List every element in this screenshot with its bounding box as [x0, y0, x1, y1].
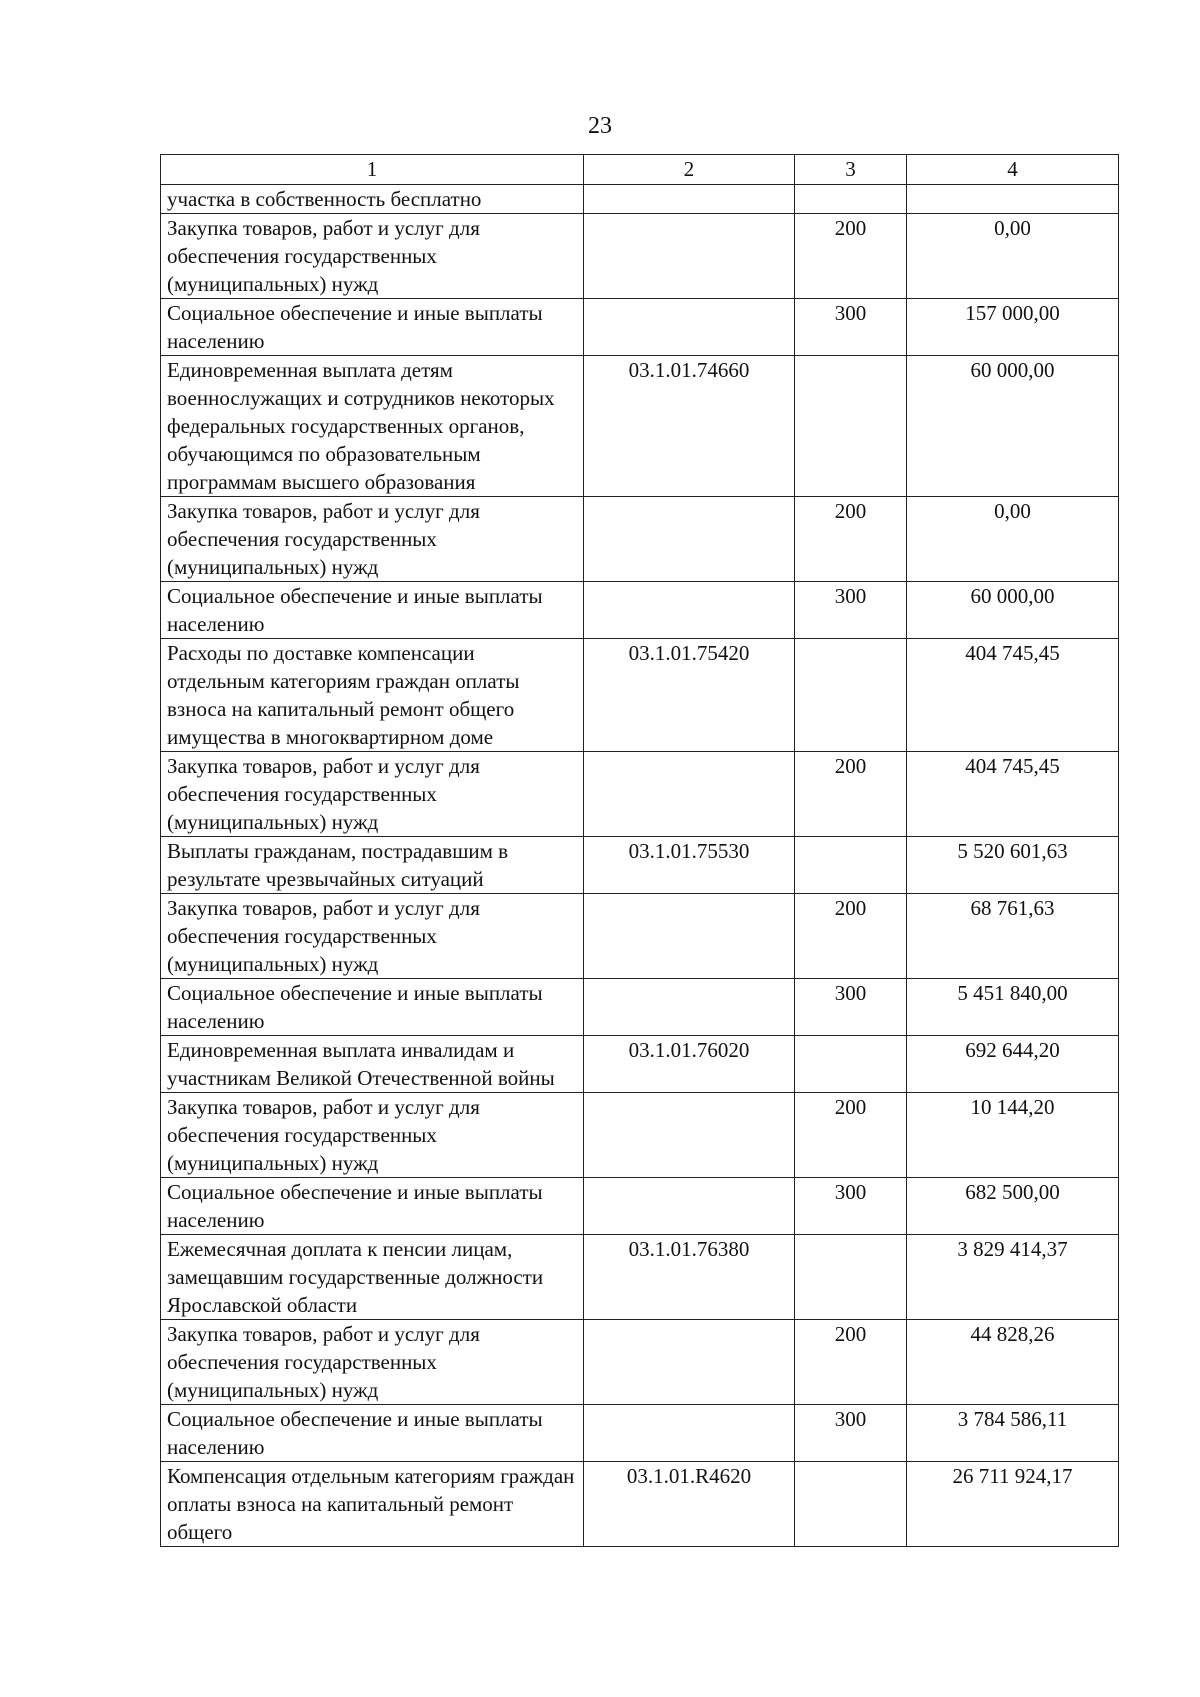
row-amount-cell: 404 745,45: [907, 752, 1119, 837]
table-row: [161, 214, 1119, 299]
row-type-cell: [795, 185, 907, 214]
row-amount-cell: 692 644,20: [907, 1036, 1119, 1093]
row-type-cell: 300: [795, 1178, 907, 1235]
row-code-cell: [584, 1405, 795, 1462]
row-amount-cell: 26 711 924,17: [907, 1462, 1119, 1547]
row-code-cell: 03.1.01.75420: [584, 639, 795, 752]
row-amount-cell: 0,00: [907, 497, 1119, 582]
column-header-2: 2: [584, 155, 795, 185]
table-row: [161, 1235, 1119, 1320]
row-type-cell: 200: [795, 497, 907, 582]
row-name-cell: Выплаты гражданам, пострадавшим в результате чрезвычайных ситуаций: [161, 837, 584, 894]
row-type-cell: 300: [795, 1405, 907, 1462]
row-amount-cell: 3 784 586,11: [907, 1405, 1119, 1462]
table-body: [161, 185, 1119, 1547]
row-code-cell: [584, 752, 795, 837]
table-row: [161, 1462, 1119, 1547]
budget-table: [160, 154, 1119, 1547]
row-name-cell: Закупка товаров, работ и услуг для обеспечения государственных (муниципальных) нужд: [161, 1093, 584, 1178]
row-code-cell: [584, 582, 795, 639]
row-type-cell: [795, 1235, 907, 1320]
row-code-cell: 03.1.01.74660: [584, 356, 795, 497]
table-row: [161, 299, 1119, 356]
row-type-cell: [795, 639, 907, 752]
table-row: [161, 1320, 1119, 1405]
row-type-cell: 300: [795, 299, 907, 356]
table-row: [161, 1405, 1119, 1462]
row-amount-cell: 10 144,20: [907, 1093, 1119, 1178]
table-row: [161, 582, 1119, 639]
row-code-cell: 03.1.01.76380: [584, 1235, 795, 1320]
table-row: [161, 497, 1119, 582]
row-name-cell: Социальное обеспечение и иные выплаты населению: [161, 299, 584, 356]
header-row: [161, 155, 1119, 185]
row-code-cell: 03.1.01.R4620: [584, 1462, 795, 1547]
row-type-cell: 200: [795, 214, 907, 299]
row-code-cell: [584, 214, 795, 299]
column-header-4: 4: [907, 155, 1119, 185]
row-amount-cell: 44 828,26: [907, 1320, 1119, 1405]
row-name-cell: участка в собственность бесплатно: [161, 185, 584, 214]
row-code-cell: [584, 894, 795, 979]
row-code-cell: 03.1.01.75530: [584, 837, 795, 894]
table-row: [161, 752, 1119, 837]
table-row: [161, 185, 1119, 214]
row-amount-cell: 60 000,00: [907, 356, 1119, 497]
table-row: [161, 639, 1119, 752]
row-amount-cell: 5 520 601,63: [907, 837, 1119, 894]
row-type-cell: 200: [795, 894, 907, 979]
row-type-cell: [795, 837, 907, 894]
row-name-cell: Единовременная выплата инвалидам и участникам Великой Отечественной войны: [161, 1036, 584, 1093]
row-code-cell: [584, 299, 795, 356]
table-row: [161, 894, 1119, 979]
table-row: [161, 1093, 1119, 1178]
row-name-cell: Социальное обеспечение и иные выплаты населению: [161, 1405, 584, 1462]
row-amount-cell: 0,00: [907, 214, 1119, 299]
row-name-cell: Закупка товаров, работ и услуг для обеспечения государственных (муниципальных) нужд: [161, 497, 584, 582]
row-type-cell: [795, 1036, 907, 1093]
row-name-cell: Социальное обеспечение и иные выплаты населению: [161, 979, 584, 1036]
row-type-cell: [795, 356, 907, 497]
table-row: [161, 837, 1119, 894]
row-name-cell: Социальное обеспечение и иные выплаты населению: [161, 1178, 584, 1235]
row-code-cell: [584, 1093, 795, 1178]
column-header-1: 1: [161, 155, 584, 185]
row-amount-cell: [907, 185, 1119, 214]
row-name-cell: Закупка товаров, работ и услуг для обеспечения государственных (муниципальных) нужд: [161, 1320, 584, 1405]
row-type-cell: [795, 1462, 907, 1547]
row-code-cell: [584, 979, 795, 1036]
row-type-cell: 300: [795, 582, 907, 639]
table-row: [161, 356, 1119, 497]
table-row: [161, 979, 1119, 1036]
row-name-cell: Социальное обеспечение и иные выплаты населению: [161, 582, 584, 639]
row-type-cell: 200: [795, 752, 907, 837]
row-type-cell: 200: [795, 1093, 907, 1178]
table-row: [161, 1036, 1119, 1093]
page-number: 23: [588, 113, 612, 139]
row-code-cell: 03.1.01.76020: [584, 1036, 795, 1093]
row-amount-cell: 157 000,00: [907, 299, 1119, 356]
table-header: [161, 155, 1119, 185]
column-header-3: 3: [795, 155, 907, 185]
table-row: [161, 1178, 1119, 1235]
row-amount-cell: 3 829 414,37: [907, 1235, 1119, 1320]
row-amount-cell: 68 761,63: [907, 894, 1119, 979]
row-code-cell: [584, 185, 795, 214]
row-name-cell: Ежемесячная доплата к пенсии лицам, замещавшим государственные должности Ярославской области: [161, 1235, 584, 1320]
row-name-cell: Закупка товаров, работ и услуг для обеспечения государственных (муниципальных) нужд: [161, 894, 584, 979]
row-amount-cell: 682 500,00: [907, 1178, 1119, 1235]
row-type-cell: 200: [795, 1320, 907, 1405]
row-amount-cell: 60 000,00: [907, 582, 1119, 639]
row-code-cell: [584, 1320, 795, 1405]
row-type-cell: 300: [795, 979, 907, 1036]
row-code-cell: [584, 497, 795, 582]
row-amount-cell: 5 451 840,00: [907, 979, 1119, 1036]
row-name-cell: Расходы по доставке компенсации отдельным категориям граждан оплаты взноса на капитальный ремонт общего имущества в многоквартирном доме: [161, 639, 584, 752]
row-code-cell: [584, 1178, 795, 1235]
row-name-cell: Единовременная выплата детям военнослужащих и сотрудников некоторых федеральных государственных органов, обучающимся по образовательным программам высшего образования: [161, 356, 584, 497]
row-name-cell: Компенсация отдельным категориям граждан оплаты взноса на капитальный ремонт общего: [161, 1462, 584, 1547]
row-amount-cell: 404 745,45: [907, 639, 1119, 752]
row-name-cell: Закупка товаров, работ и услуг для обеспечения государственных (муниципальных) нужд: [161, 752, 584, 837]
row-name-cell: Закупка товаров, работ и услуг для обеспечения государственных (муниципальных) нужд: [161, 214, 584, 299]
